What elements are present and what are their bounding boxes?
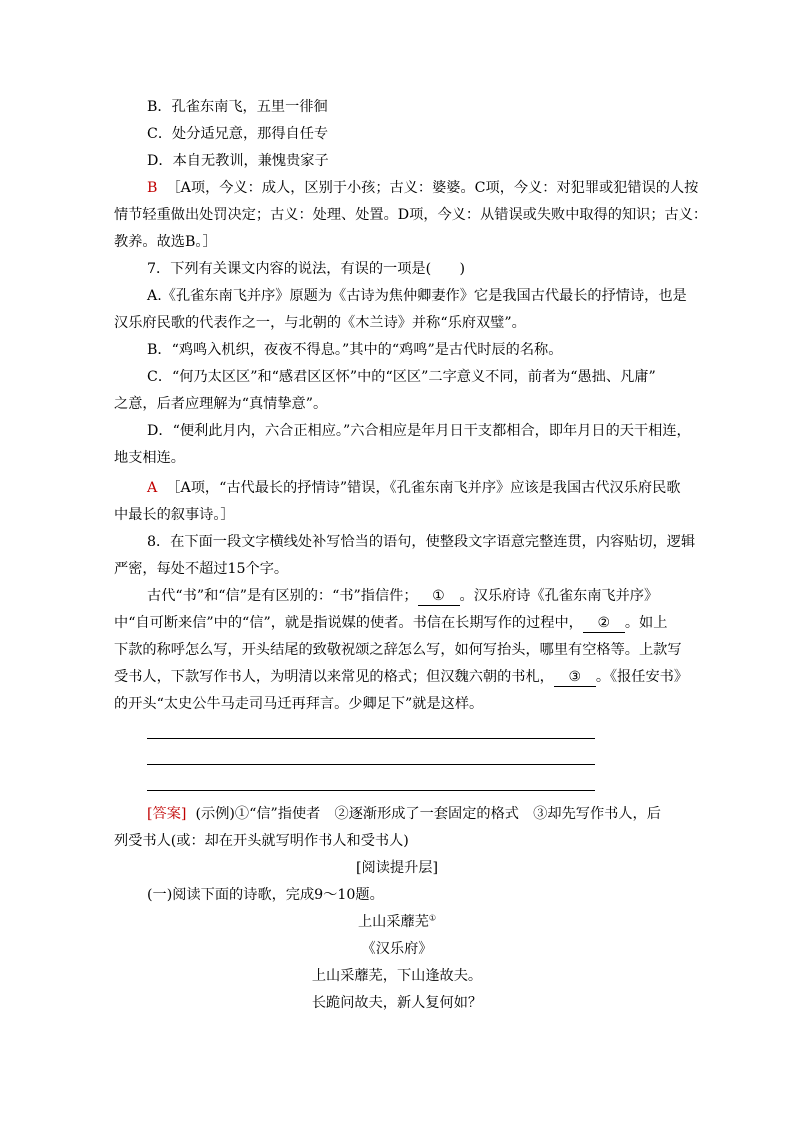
q6-answer-text: ［A项，今义：成人，区别于小孩；古义：婆婆。C项，今义：对犯罪或犯错误的人按 <box>166 180 699 196</box>
q8-answer-label: [答案] <box>147 806 187 822</box>
poem-title: 上山采蘼芜① <box>357 913 437 930</box>
q7-option-a-line2: 汉乐府民歌的代表作之一，与北朝的《木兰诗》并称“乐府双璧”。 <box>114 315 526 331</box>
q8-blank-3[interactable]: ③ <box>554 669 596 687</box>
q6-answer-line1 <box>147 178 698 198</box>
q7-option-d-line2: 地支相连。 <box>114 450 185 466</box>
q6-answer-line3: 教养。故选B。］ <box>114 234 217 250</box>
poem-line-1: 上山采蘼芜，下山逢故夫。 <box>311 968 483 984</box>
q7-stem: 7．下列有关课文内容的说法，有误的一项是( ) <box>147 261 466 277</box>
q8-passage-line3: 下款的称呼怎么写，开头结尾的致敬祝颂之辞怎么写，如何写抬头，哪里有空格等。上款写 <box>114 642 682 658</box>
poem-source: 《汉乐府》 <box>361 941 433 957</box>
q8-passage-line2: 中“自可断来信”中的“信”，就是指说媒的使者。书信在长期写作的过程中， ② 。如上 <box>114 615 668 631</box>
poem-note-mark: ① <box>428 913 437 923</box>
answer-line-1[interactable] <box>147 738 595 739</box>
q8-passage-line5: 的开头“太史公牛马走司马迁再拜言。少卿足下”就是这样。 <box>114 696 484 712</box>
q8-stem-line1: 8．在下面一段文字横线处补写恰当的语句，使整段文字语意完整连贯，内容贴切，逻辑 <box>147 534 696 550</box>
q8-stem-line2: 严密，每处不超过15个字。 <box>114 561 289 577</box>
q8-blank-1[interactable]: ① <box>418 588 460 606</box>
answer-line-3[interactable] <box>147 790 595 791</box>
q7-option-c-line2: 之意，后者应理解为“真情挚意”。 <box>114 396 328 412</box>
poem-line-2: 长跪问故夫，新人复何如？ <box>311 995 483 1011</box>
q7-answer-letter: A <box>147 480 158 496</box>
q8-answer-text: (示例)①“信”指使者 ②逐渐形成了一套固定的格式 ③却先写作书人，后 <box>195 806 661 822</box>
q8-answer-line2: 列受书人(或：却在开头就写明作书人和受书人) <box>114 833 409 849</box>
q8-answer-line1 <box>147 804 661 824</box>
q7-option-a-line1: A.《孔雀东南飞并序》原题为《古诗为焦仲卿妻作》它是我国古代最长的抒情诗，也是 <box>147 288 687 304</box>
q7-option-d-line1: D．“便利此月内，六合正相应。”六合相应是年月日干支都相合，即年月日的天干相连， <box>147 423 691 439</box>
q7-answer-line1 <box>147 478 681 498</box>
q8-passage-line1: 古代“书”和“信”是有区别的：“书”指信件； ① 。汉乐府诗《孔雀东南飞并序》 <box>147 588 659 604</box>
q7-answer-text: ［A项，“古代最长的抒情诗”错误，《孔雀东南飞并序》应该是我国古代汉乐府民歌 <box>166 480 681 496</box>
q6-answer-line2: 情节轻重做出处罚决定；古义：处理、处置。D项，今义：从错误或失败中取得的知识；古义： <box>114 207 708 223</box>
q8-passage-line4: 受书人，下款写作书人，为明清以来常见的格式；但汉魏六朝的书札， ③ 。《报任安书》 <box>114 669 689 685</box>
answer-line-2[interactable] <box>147 764 595 765</box>
q6-option-c: C．处分适兄意，那得自任专 <box>147 126 329 142</box>
q7-option-b: B．“鸡鸣入机织，夜夜不得息。”其中的“鸡鸣”是古代时辰的名称。 <box>147 342 563 358</box>
q6-answer-letter: B <box>147 180 158 196</box>
section-title: [阅读提升层] <box>355 860 438 876</box>
section-intro: (一)阅读下面的诗歌，完成9～10题。 <box>147 887 384 903</box>
q7-option-c-line1: C．“何乃太区区”和“感君区区怀”中的“区区”二字意义不同，前者为“愚拙、凡庸” <box>147 369 656 385</box>
q8-blank-2[interactable]: ② <box>583 615 625 633</box>
q6-option-b: B．孔雀东南飞，五里一徘徊 <box>147 99 328 115</box>
q6-option-d: D．本自无教训，兼愧贵家子 <box>147 153 329 169</box>
q7-answer-line2: 中最长的叙事诗。］ <box>114 507 235 523</box>
